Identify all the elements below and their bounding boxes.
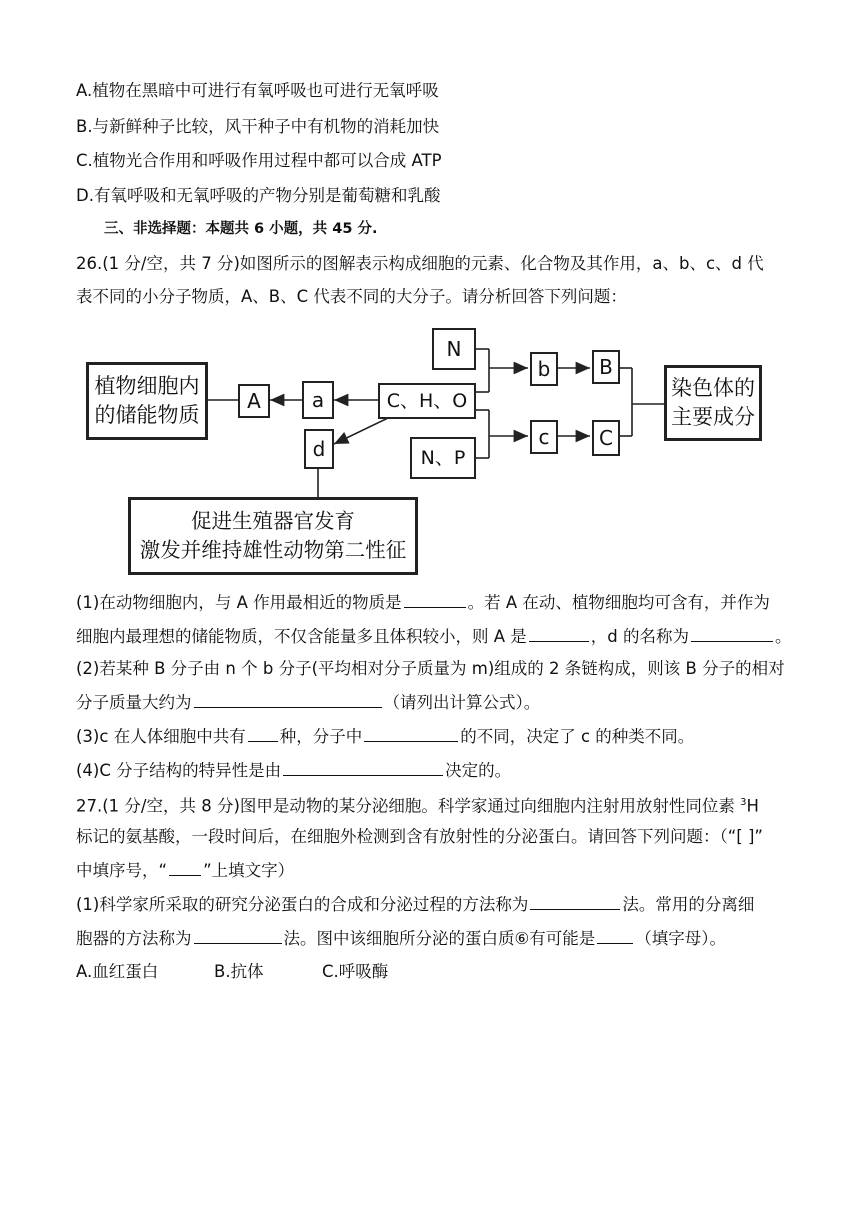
q26-p2-line2: 分子质量大约为 （请列出计算公式）。 <box>76 693 541 712</box>
choice-a: A.血红蛋白 <box>76 962 159 981</box>
box-NP: N、P <box>410 437 476 479</box>
q26-intro-line2: 表不同的小分子物质，A、B、C 代表不同的大分子。请分析回答下列问题： <box>76 287 627 306</box>
box-plant-storage: 植物细胞内 的储能物质 <box>86 362 208 440</box>
q27-line3: 中填序号，“ ”上填文字） <box>76 861 295 880</box>
answer-blank[interactable] <box>404 591 466 608</box>
q27-line1: 27.(1 分/空，共 8 分)图甲是动物的某分泌细胞。科学家通过向细胞内注射用放射性同位素 $^3$H <box>76 796 759 816</box>
box-chromosome: 染色体的 主要成分 <box>664 365 762 441</box>
answer-blank[interactable] <box>194 691 382 708</box>
q26-p3: (3)c 在人体细胞中共有 种，分子中 的不同，决定了 c 的种类不同。 <box>76 727 695 746</box>
q26-intro-line1: 26.(1 分/空，共 7 分)如图所示的图解表示构成细胞的元素、化合物及其作用，a、b、c、d 代 <box>76 254 764 273</box>
q27-p1-line1: (1)科学家所采取的研究分泌蛋白的合成和分泌过程的方法称为 法。常用的分离细 <box>76 895 755 914</box>
box-a: a <box>302 381 334 419</box>
box-B: B <box>592 350 620 384</box>
answer-blank[interactable] <box>691 625 773 642</box>
q26-p2-line1: (2)若某种 B 分子由 n 个 b 分子(平均相对分子质量为 m)组成的 2 条链构成，则该 B 分子的相对 <box>76 659 785 678</box>
answer-blank[interactable] <box>248 725 278 742</box>
q26-p1-line1: (1)在动物细胞内，与 A 作用最相近的物质是 。若 A 在动、植物细胞均可含有，并作为 <box>76 593 770 612</box>
choice-c: C.呼吸酶 <box>322 962 389 981</box>
box-b: b <box>530 352 558 386</box>
answer-blank[interactable] <box>597 927 633 944</box>
arrow-cho-to-d <box>334 418 388 444</box>
option-c: C.植物光合作用和呼吸作用过程中都可以合成 ATP <box>76 151 442 170</box>
q26-p4: (4)C 分子结构的特异性是由 决定的。 <box>76 761 512 780</box>
sample-blank <box>169 859 201 876</box>
q27-line2: 标记的氨基酸，一段时间后，在细胞外检测到含有放射性的分泌蛋白。请回答下列问题：（“[ ]” <box>76 827 763 846</box>
choice-b: B.抗体 <box>214 962 264 981</box>
answer-blank[interactable] <box>364 725 458 742</box>
box-N: N <box>432 328 476 370</box>
box-cho: C、H、O <box>378 383 476 419</box>
option-a: A.植物在黑暗中可进行有氧呼吸也可进行无氧呼吸 <box>76 81 439 100</box>
box-C: C <box>592 420 620 456</box>
answer-blank[interactable] <box>529 625 589 642</box>
box-function-d: 促进生殖器官发育 激发并维持雄性动物第二性征 <box>128 497 418 575</box>
box-A: A <box>238 384 270 418</box>
q26-p1-line2: 细胞内最理想的储能物质，不仅含能量多且体积较小，则 A 是 ，d 的名称为 。 <box>76 627 792 646</box>
box-c: c <box>530 420 558 454</box>
box-d: d <box>304 429 334 469</box>
answer-blank[interactable] <box>194 927 282 944</box>
option-d: D.有氧呼吸和无氧呼吸的产物分别是葡萄糖和乳酸 <box>76 186 441 205</box>
q27-p1-line2: 胞器的方法称为 法。图中该细胞所分泌的蛋白质⑥有可能是 （填字母）。 <box>76 929 727 948</box>
answer-blank[interactable] <box>530 893 620 910</box>
option-b: B.与新鲜种子比较，风干种子中有机物的消耗加快 <box>76 117 440 136</box>
section-heading: 三、非选择题：本题共 6 小题，共 45 分. <box>104 221 378 237</box>
answer-blank[interactable] <box>283 759 443 776</box>
q27-choices <box>76 961 388 983</box>
